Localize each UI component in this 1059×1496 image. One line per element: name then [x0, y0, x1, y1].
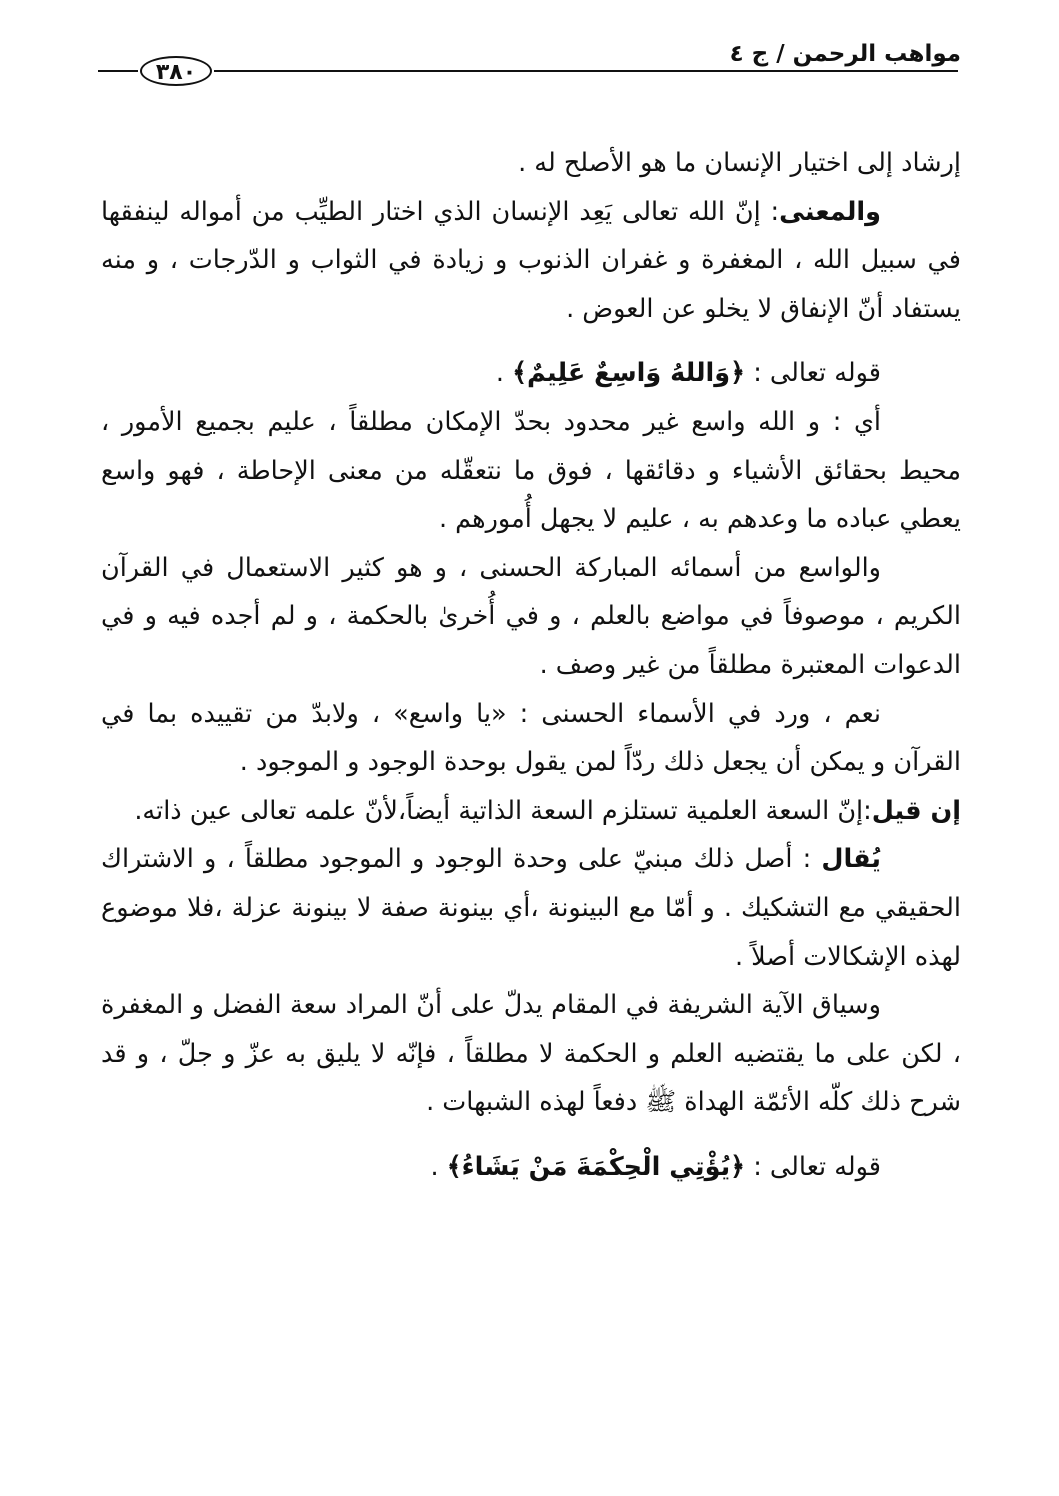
page-number: ٣٨٠ — [140, 56, 212, 86]
paragraph-lead: يُقال — [821, 844, 881, 875]
paragraph — [101, 544, 961, 690]
paragraph-text: : إنّ الله تعالى يَعِد الإنسان الذي اختار الطيِّب من أمواله لينفقها في سبيل الله ، المغفرة و غفران الذنوب و زيادة في الثواب و الدّرجات ، و منه يستفاد أنّ الإنفاق لا يخلو عن العوض . — [101, 196, 961, 324]
paragraph — [101, 139, 961, 188]
paragraph — [101, 188, 961, 334]
quran-verse: ﴿وَاللهُ وَاسِعٌ عَلِيمٌ﴾ — [512, 358, 746, 389]
paragraph — [101, 835, 961, 981]
paragraph-text: إرشاد إلى اختيار الإنسان ما هو الأصلح له . — [518, 148, 961, 178]
paragraph-text: أي : و الله واسع غير محدود بحدّ الإمكان مطلقاً ، عليم بجميع الأمور ، محيط بحقائق الأشياء و دقائقها ، فوق ما نتعقّله من معنى الإحاطة ، فهو واسع يعطي عباده ما وعدهم به ، عليم لا يجهل أُمورهم . — [101, 406, 961, 535]
verse-suffix: . — [495, 358, 513, 389]
running-head: مواهب الرحمن / ج ٤ — [729, 41, 961, 67]
body-text — [101, 139, 961, 1191]
paragraph — [101, 398, 961, 544]
paragraph-text: :إنّ السعة العلمية تستلزم السعة الذاتية أيضاً،لأنّ علمه تعالى عين ذاته. — [134, 795, 872, 826]
paragraph — [101, 690, 961, 787]
paragraph — [101, 981, 961, 1127]
verse-suffix: . — [430, 1151, 447, 1182]
paragraph-text: : أصل ذلك مبنيّ على وحدة الوجود و الموجود مطلقاً ، و الاشتراك الحقيقي مع التشكيك . و أمّا مع البينونة ،أي بينونة صفة لا بينونة عزلة ،فلا موضوع لهذه الإشكالات أصلاً . — [101, 844, 961, 972]
verse-heading — [101, 1143, 961, 1192]
paragraph-text: نعم ، ورد في الأسماء الحسنى : «يا واسع» ، ولابدّ من تقييده بما في القرآن و يمكن أن يجعل ذلك ردّاً لمن يقول بوحدة الوجود و الموجود . — [101, 698, 961, 778]
verse-heading — [101, 349, 961, 398]
verse-prefix: قوله تعالى : — [745, 358, 881, 389]
quran-verse: ﴿يُؤْتِي الْحِكْمَةَ مَنْ يَشَاءُ﴾ — [446, 1151, 746, 1182]
paragraph-lead: إن قيل — [871, 795, 961, 826]
paragraph-text: والواسع من أسمائه المباركة الحسنى ، و هو كثير الاستعمال في القرآن الكريم ، موصوفاً في مواضع بالعلم ، و في أُخرىٰ بالحكمة ، و لم أجده فيه و في الدعوات المعتبرة مطلقاً من غير وصف . — [101, 552, 961, 680]
verse-prefix: قوله تعالى : — [745, 1151, 881, 1182]
paragraph — [101, 787, 961, 836]
paragraph-lead: والمعنى — [779, 196, 881, 227]
paragraph-text: وسياق الآية الشريفة في المقام يدلّ على أنّ المراد سعة الفضل و المغفرة ، لكن على ما يقتضيه العلم و الحكمة لا مطلقاً ، فإنّه لا يليق به عزّ و جلّ ، و قد شرح ذلك كلّه الأئمّة الهداة ﷺ دفعاً لهذه الشبهات . — [101, 990, 961, 1118]
header-rule — [98, 70, 958, 72]
